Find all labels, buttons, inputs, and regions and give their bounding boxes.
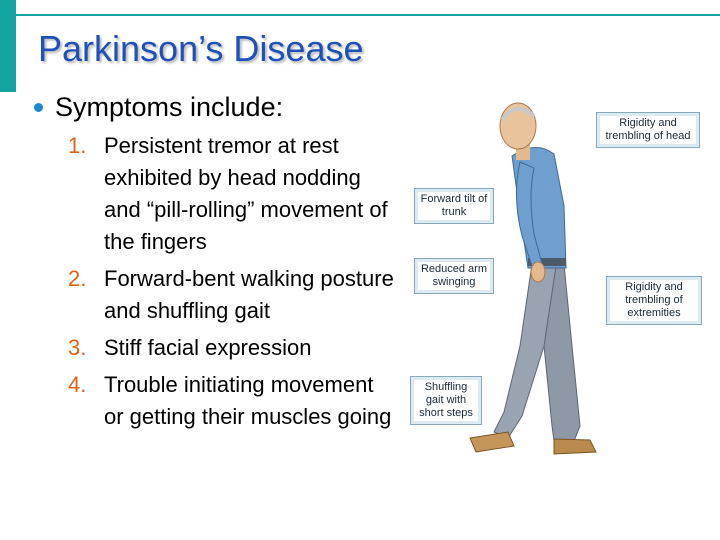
left-accent-bar bbox=[0, 0, 16, 92]
symptom-item bbox=[32, 369, 402, 433]
front-shoe bbox=[470, 432, 514, 452]
symptom-list bbox=[32, 130, 402, 433]
symptom-number: 2. bbox=[68, 266, 87, 291]
symptom-item bbox=[32, 332, 402, 364]
label-gait: Shuffling gait with short steps bbox=[410, 376, 482, 425]
label-head: Rigidity and trembling of head bbox=[596, 112, 700, 148]
symptom-item bbox=[32, 263, 402, 327]
label-arm: Reduced arm swinging bbox=[414, 258, 494, 294]
label-extremities: Rigidity and trembling of extremities bbox=[606, 276, 702, 325]
hand bbox=[531, 262, 545, 282]
bullet-text: Symptoms include: bbox=[55, 92, 284, 122]
slide-title: Parkinson’s Disease bbox=[38, 28, 364, 69]
parkinson-figure bbox=[404, 96, 716, 476]
symptom-text: Persistent tremor at rest exhibited by head nodding and “pill-rolling” movement of the fingers bbox=[104, 133, 388, 254]
back-shoe bbox=[554, 439, 596, 454]
symptom-number: 4. bbox=[68, 372, 87, 397]
slide-content bbox=[32, 90, 402, 438]
bullet-item bbox=[32, 90, 402, 124]
label-trunk: Forward tilt of trunk bbox=[414, 188, 494, 224]
symptom-text: Forward-bent walking posture and shuffling gait bbox=[104, 266, 394, 323]
symptom-text: Trouble initiating movement or getting their muscles going bbox=[104, 372, 392, 429]
top-rule bbox=[16, 14, 720, 16]
symptom-item bbox=[32, 130, 402, 258]
symptom-number: 3. bbox=[68, 335, 87, 360]
symptom-number: 1. bbox=[68, 133, 87, 158]
symptom-text: Stiff facial expression bbox=[104, 335, 312, 360]
bullet-dot-icon bbox=[34, 103, 43, 112]
